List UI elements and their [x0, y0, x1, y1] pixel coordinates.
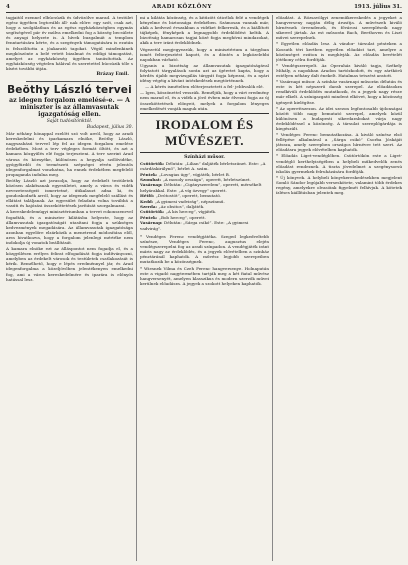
program-day: Hétfő:	[140, 193, 156, 199]
article-paragraph: tagjaitól ezennel elbúcsúzik és üdvözölve marad. A testület egész ügyében legtovább áll- nak előre: egy szót, csak azt, hogy a szolgálatban és az egész egyházközségben egymás segítségével pár év múlva emelkedni fog a község becsülete és anyagi helyzete is. A hívek buzgalmát a templom fenntartására kérte, és a szegények támogatására is ezután is felszólította a jóakaratú tagokat. Végül mindenkinek megköszönte a belé vetett bizalmat és eddigi támogatást, amelyet az egyházközség ügyében tanúsítottak. Az egyházközség végtelen hálával és szeretettel búcsúzik tőle s kíséri további útján.	[6, 15, 133, 71]
program-text: Délután: „Sárga csikó”. Este: „A gyimesi vadvirág”.	[140, 220, 249, 231]
article-paragraph: A kereskedelemügyi minisztériumban a tervet rokonszenvvel fogadták, és a miniszter kilátásba helyezte, hogy az államvasutak igazgatóságát utasítani fogja a szükséges kedvezmények megadására. Az államvasutak igazgatósága azonban egyelőre elzárkózik a menetrend módosítása elől, arra hivatkozva, hogy a forgalom jelenlegi mértéke nem indokolja új vonatok beállítását.	[6, 209, 133, 245]
article-byline: Saját tudósítónktól.	[46, 119, 93, 125]
program-text: „Az obsitos”, daljáték.	[158, 203, 205, 209]
program-text: „A mosoly országa”, operett, bérletszünet.	[162, 176, 251, 182]
page-header	[6, 2, 402, 11]
column-divider	[136, 15, 137, 561]
program-text: „A gyimesi vadvirág”, népszínmű.	[154, 198, 225, 204]
article-paragraph: * Wiesnek Vilma és Czeh Ferenc hangversenye. Holnapután este a vigadó nagytermében tartják meg a két fiatal művész hangversenyét, amelyen klasszikus és modern szerzők művei kerülnek előadásra. A jegyek a szokott helyeken kaphatók.	[140, 265, 269, 286]
program-entry	[140, 161, 269, 172]
program-day: Szerda:	[140, 203, 159, 209]
program-text: „Bob herceg”, operett.	[158, 214, 206, 220]
article-paragraph: * Előadás Liget-vendéglőben. Csütörtökön este a Liget-vendéglő kerthelyiségében a helybeli műkedvelők zenés előadást rendeznek. A tiszta jövedelmet a szegénysorsú iskolás gyermekek felruházására fordítják.	[276, 153, 402, 174]
column-3	[276, 15, 402, 561]
column-divider	[272, 15, 273, 561]
author-signature: Brázay Emil.	[96, 72, 129, 78]
literature-section-header	[140, 113, 269, 153]
article-paragraph: * Új könyvek. A helybeli könyvkereskedésekben megjelent Somló Sándor legújabb verseskötete, valamint több érdekes regény, amelyekre olvasóink figyelmét felhívjuk. A kötetek ízléses kiállításban jelentek meg.	[276, 174, 402, 196]
program-text: „Lovagias ügy”, vígjáték, bérlet B.	[158, 171, 231, 177]
page-number: 4	[6, 3, 10, 10]
program-text: Délután: „Cigányszerelem”, operett, mérsékelt helyárakkal. Este: „A víg özvegy” operett.	[140, 182, 262, 193]
article-paragraph: * Vasárnapi műsor. A színház vasárnapi műsorán délután és este is két népszerű darab szerepel. Az előadásokra rendkívüli érdeklődés mutatkozik, és a jegyek nagy része már elkelt. A színigazgató mindent elkövet, hogy a közönség igényeit kielégítse.	[276, 79, 402, 105]
article-paragraph: * Vendégszerepelt. Az Operaház kiváló tagja, Székely Mihály, a napokban Aradon tartózkodott, és egy zártkörű estélyen néhány dalt énekelt. Hatalmas tetszést aratott.	[276, 62, 402, 79]
header-rule	[6, 12, 402, 13]
column-2	[140, 15, 269, 561]
article-subheadline: az idegen forgalom emelésé-e. — A miniszter is az államvasutak igazgatóság ellen.	[9, 97, 130, 119]
program-day: Kedd:	[140, 198, 155, 204]
column-1	[6, 15, 133, 561]
article-paragraph: Már néhány hónappal ezelőtt szó volt arról, hogy az aradi kereskedelmi és iparkamara elnöke, Beöthy László, nagyszabású tervvel lép fel az idegen forgalom emelése érdekében. Most a terv végleges formát öltött, és azt a kamara közgyűlés elé fogja terjeszteni. A terv szerint Arad városa és környéke, különösen a hegyalja szőlővidéke, gyógyfürdői és természeti szépségei révén jelentős idegenforgalmat vonzhatna, ha ennek érdekében megfelelő propaganda indulna meg.	[6, 131, 133, 177]
article-paragraph: * Vendéges Ferenc bemutatkozása. A kiváló színész első fellépése alkalmával a „Sárga csikó” Csorba Jóskáját játssza, amely szerepben országos hírnévre tett szert. Az előadásra jegyek elővételben kaphatók.	[276, 132, 402, 153]
article-paragraph: Beöthy László azt javasolja, hogy az érdekelt testületek közösen alakítsanak egyesületet, amely a város és vidék nevezetességeit ismertetné, útikalauzt adna ki, és gondoskodnék arról, hogy az idegenek megfelelő szállást és ellátást találjanak. Az egyesület feladata volna továbbá a vasúti és hajózási összeköttetések javítását szorgalmazni.	[6, 177, 133, 209]
article-paragraph: * Az operettszezon. Az idei szezon legfontosabb újdonságai között több nagy bemutató szerepel, amelyek közül különösen a budapesti sikerdarabokat várja nagy érdeklődéssel a közönség. A társulat szereplőgárdája is kiegészült.	[276, 105, 402, 131]
article-paragraph: mi a kilátás közönség, és a kitűzött úticélok felé a vendégek kényelme és biztonsága érdekében. Számosan vannak már, akik a kedvező évszakban a vidéket felkeresik, és a kiállított tájképek, fényképek a legnagyobb érdeklődést keltik. A bizottság hamarosan tagjai közé fogja meghívni mindazokat, akik a terv iránt érdeklődnek.	[140, 15, 269, 46]
program-day: Vasárnap:	[140, 220, 164, 226]
program-day: Csütörtök:	[140, 160, 166, 166]
program-text: „Drótostót”, operett, bemutató.	[155, 193, 222, 199]
program-day: Péntek:	[140, 214, 159, 220]
program-day: Péntek:	[140, 171, 159, 177]
program-entry	[140, 220, 269, 231]
separator	[26, 81, 113, 82]
article-paragraph: A kamara elnöke ezt az álláspontot nem fogadja el, és a közgyűlésen erélyes felirat elfogadását fogja indítványozni, amelyben az érdekelt városok és testületek csatlakozását is kérik. Remélhető, hogy e lépés eredménnyel jár, és Arad idegenforgalma a közeljövőben jelentékenyen emelkedni fog, ami a város kereskedelmére és iparára is előnyös hatással lesz.	[6, 246, 133, 282]
article-paragraph: * Vendéges Ferenc vendégjátéka. Szeged legkedveltebb színésze, Vendéges Ferenc, augusztus elején vendégszerepelni fog az aradi színpadon. A vendégjáték iránt máris nagy az érdeklődés, és a jegyek elővételben a színház pénztáránál kaphatók. A művész legjobb szerepeiben mutatkozik be a közönségnek.	[140, 233, 269, 265]
article-paragraph: — A kérés ismételten előterjesztetett a fel- jebbvalók elé.	[145, 84, 264, 90]
program-heading: Színházi műsor.	[184, 154, 225, 160]
program-day: Vasárnap:	[140, 182, 164, 188]
program-entry	[140, 182, 269, 193]
article-paragraph: * Egyetlen előadás lesz. A vándor- társulat pénteken a Kossuth téri kertben egyetlen előadást tart, amelyre a közönséget ezúton is meghívják. Az előadás bevételét jótékony célra fordítják.	[276, 41, 402, 62]
article-paragraph: Ugyanis a bizottság az államvasutak igazgatóságával folytatott tárgyalások során azt az ígéretet kapta, hogy a kérdés újabb megvizsgálás tárgyát fogja képezni, és a nyári idény végéig a kívánt intézkedések megtörténnek.	[140, 62, 269, 84]
article-headline: Beöthy László tervei	[7, 84, 132, 97]
article-paragraph: előadást. A Rózsavölgyi zeneműkereskedés a jegyeket a hangverseny napján délig árusítja. A művészek kiváló hírnévnek örvendenek, és fővárosi szerepléseik nagy sikerrel jártak. Az est műsorán Bach, Beethoven és Liszt művei szerepelnek.	[276, 15, 402, 41]
theatre-program	[140, 161, 269, 231]
article-dateline: Budapest, július 30.	[86, 125, 133, 131]
article-paragraph: Végezetül megjegyezzük, hogy a minisztérium a tárgyban ismét felterjesztést kapott, és a döntés a legközelebbi napokban várható.	[140, 46, 269, 62]
program-text: „A kis herceg”, vígjáték.	[165, 209, 217, 215]
newspaper-title: ARADI KÖZLÖNY	[152, 3, 212, 10]
program-text: Délután: „Lilian” daljáték bérletszünet. Este: „A csárdáskirálynő”, bérlet A. szám.	[140, 160, 266, 172]
article-paragraph: — Igen, köszönettel vesszük. Reméljük, hogy a várt eredmény nem marad el, és a vidék a jövő évben már élvezni fogja az új összeköttetések előnyeit, melyek a forgalom lényeges emelkedését vonják maguk után.	[140, 90, 269, 111]
issue-date: 1913. július 31.	[354, 3, 402, 10]
program-day: Csütörtök:	[140, 209, 166, 215]
program-day: Szombat:	[140, 176, 163, 182]
section-title: IRODALOM ÉS MŰVÉSZET.	[155, 116, 254, 148]
